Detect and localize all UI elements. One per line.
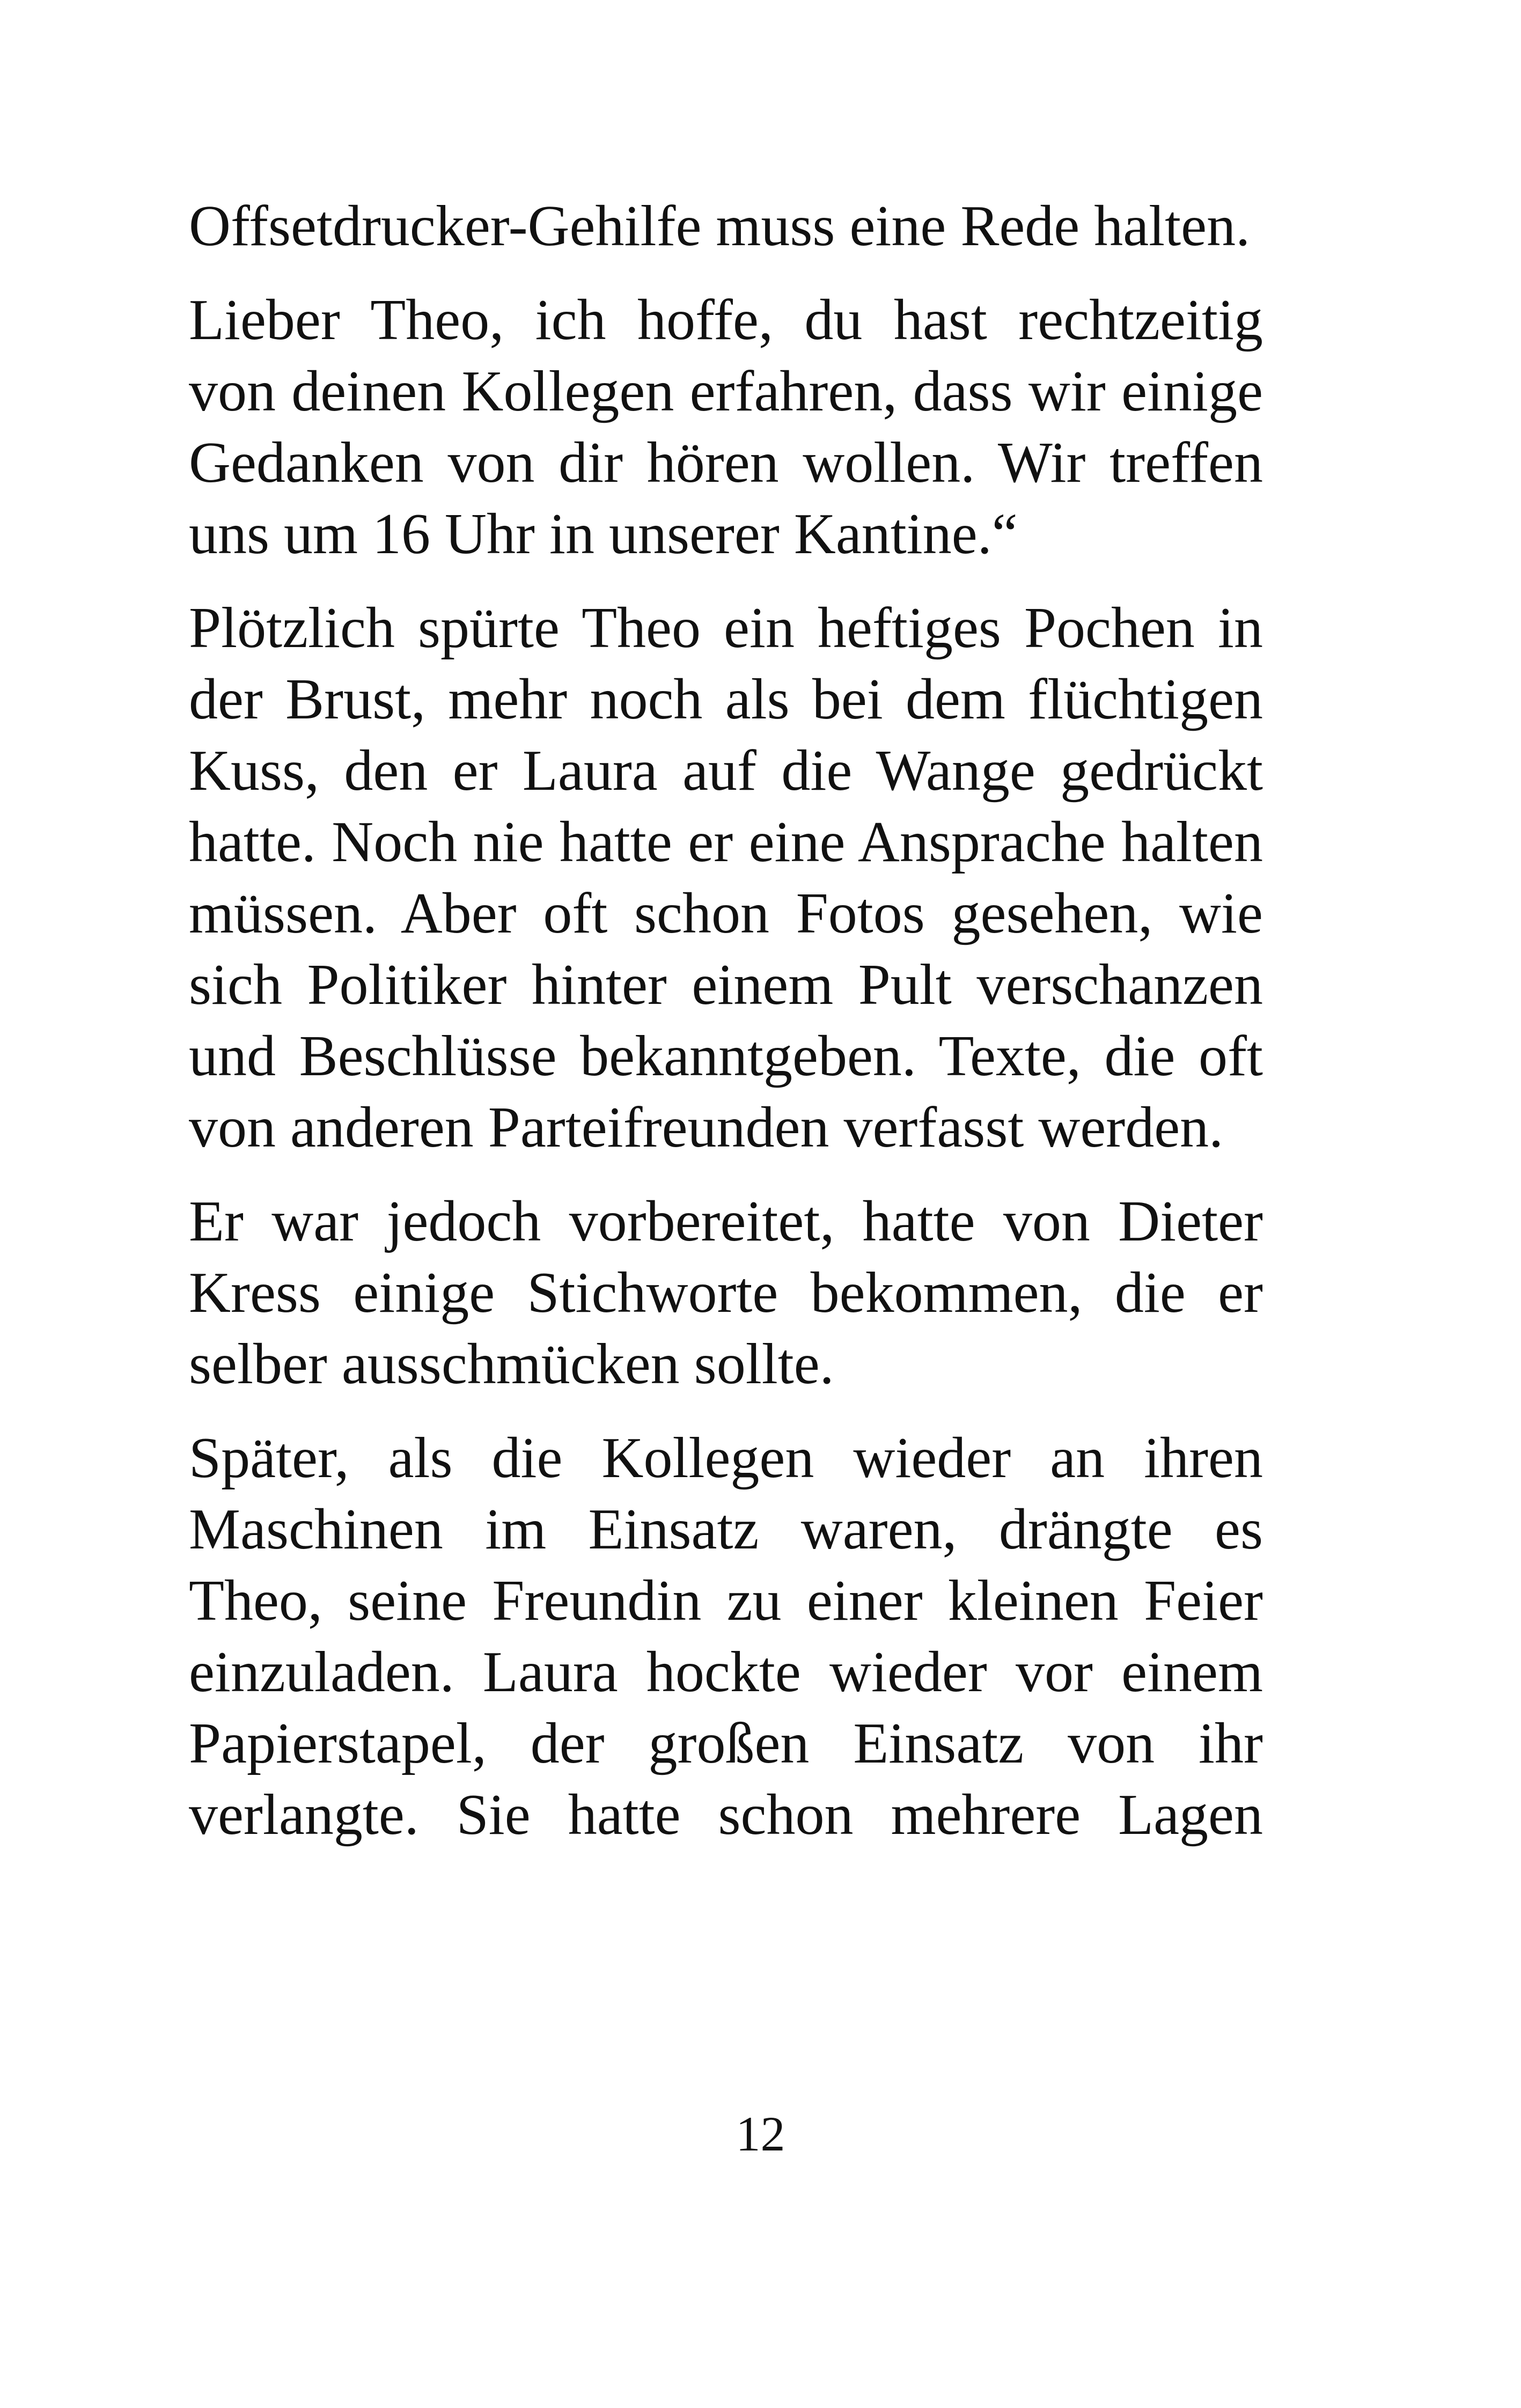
paragraph-1: Offsetdrucker-Gehilfe muss eine Rede halten.	[189, 194, 1251, 258]
page-number: 12	[736, 2106, 785, 2161]
paragraph-2: Lieber Theo, ich hoffe, du hast rechtzeitig von deinen Kollegen erfahren, dass wir einige Gedanken von dir hören wollen. Wir treffen uns um 16 Uhr in unserer Kantine.“	[189, 288, 1263, 566]
body-text	[189, 190, 1263, 1851]
paragraph-5: Später, als die Kollegen wieder an ihren Maschinen im Einsatz waren, drängte es Theo, seine Freundin zu einer kleinen Feier einzuladen. Laura hockte wieder vor einem Papierstapel, der großen Einsatz von ihr verlangte. Sie hatte schon mehrere Lagen	[189, 1426, 1263, 1847]
paragraph-3: Plötzlich spürte Theo ein heftiges Pochen in der Brust, mehr noch als bei dem flüchtigen Kuss, den er Laura auf die Wange gedrückt hatte. Noch nie hatte er eine Ansprache halten müssen. Aber oft schon Fotos gesehen, wie sich Politiker hinter einem Pult verschanzen und Beschlüsse bekanntgeben. Texte, die oft von anderen Parteifreunden verfasst werden.	[189, 596, 1263, 1159]
paragraph-4: Er war jedoch vorbereitet, hatte von Dieter Kress einige Stichworte bekommen, die er selber ausschmücken sollte.	[189, 1190, 1263, 1396]
